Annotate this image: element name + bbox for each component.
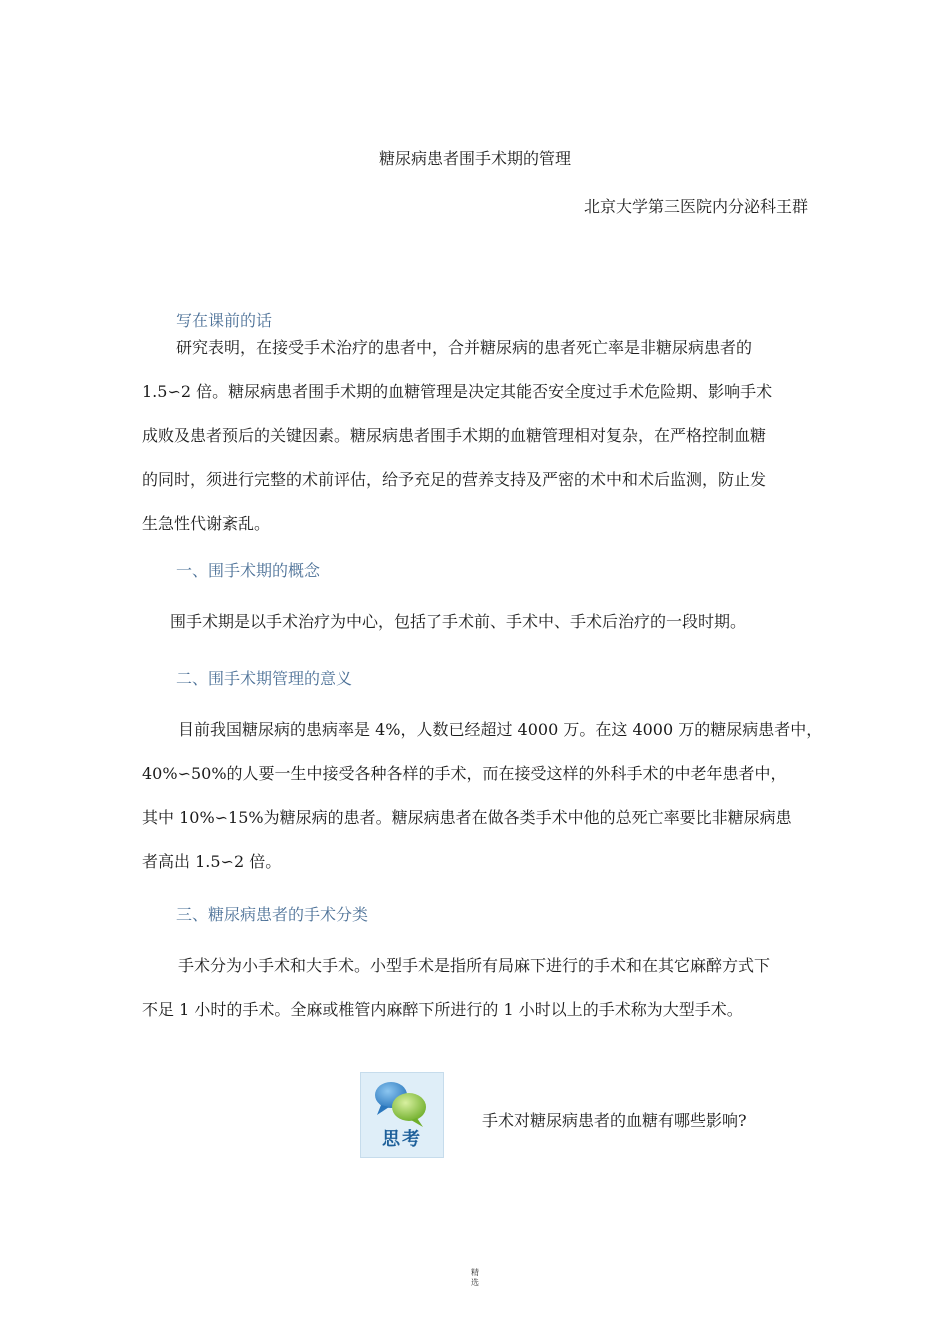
intro-line: 1.5∽2 倍。糖尿病患者围手术期的血糖管理是决定其能否安全度过手术危险期、影响手术 bbox=[142, 382, 773, 401]
intro-line: 研究表明，在接受手术治疗的患者中，合并糖尿病的患者死亡率是非糖尿病患者的 bbox=[176, 338, 753, 357]
document-title: 糖尿病患者围手术期的管理 bbox=[378, 149, 571, 168]
intro-line: 生急性代谢紊乱。 bbox=[142, 514, 271, 533]
think-label: 思考 bbox=[382, 1129, 422, 1150]
section3-paragraph bbox=[142, 944, 822, 1032]
section2-line: 者高出 1.5∽2 倍。 bbox=[142, 852, 282, 871]
intro-paragraph bbox=[142, 326, 822, 546]
intro-line: 的同时，须进行完整的术前评估，给予充足的营养支持及严密的术中和术后监测，防止发 bbox=[142, 470, 767, 489]
section2-paragraph bbox=[142, 708, 822, 884]
intro-line: 成败及患者预后的关键因素。糖尿病患者围手术期的血糖管理相对复杂，在严格控制血糖 bbox=[142, 426, 767, 445]
section1-heading: 一、围手术期的概念 bbox=[176, 561, 321, 580]
section2-line: 其中 10%∽15%为糖尿病的患者。糖尿病患者在做各类手术中他的总死亡率要比非糖尿病患 bbox=[142, 808, 792, 827]
footer-mark bbox=[0, 1268, 950, 1288]
think-box bbox=[360, 1072, 444, 1158]
section1-line: 围手术期是以手术治疗为中心，包括了手术前、手术中、手术后治疗的一段时期。 bbox=[170, 612, 747, 631]
section3-line: 手术分为小手术和大手术。小型手术是指所有局麻下进行的手术和在其它麻醉方式下 bbox=[178, 956, 771, 975]
document-author: 北京大学第三医院内分泌科王群 bbox=[583, 197, 808, 216]
footer-line: 选 bbox=[471, 1278, 479, 1287]
section3-line: 不足 1 小时的手术。全麻或椎管内麻醉下所进行的 1 小时以上的手术称为大型手术。 bbox=[142, 1000, 743, 1019]
section3-heading: 三、糖尿病患者的手术分类 bbox=[176, 905, 369, 924]
section2-heading: 二、围手术期管理的意义 bbox=[176, 669, 353, 688]
section2-line: 40%∽50%的人要一生中接受各种各样的手术，而在接受这样的外科手术的中老年患者中， bbox=[142, 764, 787, 783]
think-question: 手术对糖尿病患者的血糖有哪些影响? bbox=[482, 1111, 747, 1130]
section1-paragraph bbox=[170, 600, 850, 644]
footer-line: 精 bbox=[471, 1268, 479, 1277]
section2-line: 目前我国糖尿病的患病率是 4%，人数已经超过 4000 万。在这 4000 万的糖尿病患者中， bbox=[178, 720, 823, 739]
intro-heading: 写在课前的话 bbox=[176, 311, 273, 330]
